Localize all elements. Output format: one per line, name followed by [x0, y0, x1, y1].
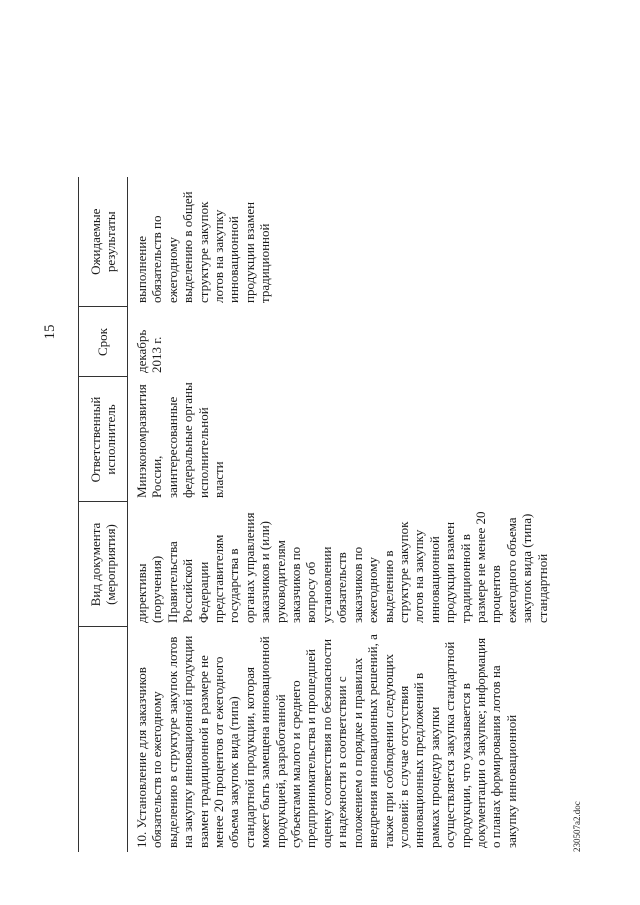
cell-document-type: директивы (поручения) Правительства Российской Федерации представителям государства в органах управления заказчиков и (или) руководителям заказчиков по вопросу об установлении обязательств заказчиков по ежегодному выделению в структуре закупок лотов на закупку инновационной продукции взамен традиционной в размере не менее 20 процентов ежегодного объема закупок вида (типа) стандартной: [134, 511, 550, 623]
cell-activity: 10. Установление для заказчиков обязательств по ежегодному выделению в структуре закупок лотов на закупку инновационной продукции взамен традиционной в размере не менее 20 процентов от ежегодного объема закупок вида (типа) стандартной продукции, которая может быть замещена инновационной продукцией, разработанной субъектами малого и среднего предпринимательства и прошедшей оценку соответствия по безопасности и надежности в соответствии с положением о порядке и правилах внедрения инновационных решений, а также при соблюдении следующих условий: в случае отсутствия инновационных предложений в рамках процедур закупки осуществляется закупка стандартной продукции, что указывается в документации о закупке; информация о планах формирования лотов на закупку инновационной: [134, 634, 519, 848]
rotated-page: [40, 52, 600, 852]
header-document-type: Вид документа (мероприятия): [79, 502, 128, 627]
cell-expected-results: выполнение обязательств по ежегодному выделению в общей структуре закупок лотов на закупку инновационной продукции взамен традиционной: [134, 191, 273, 303]
table-header-row: [79, 177, 128, 852]
header-activity: [79, 627, 128, 852]
document-id: 230507a2.doc: [572, 801, 582, 852]
header-responsible: Ответственный исполнитель: [79, 377, 128, 502]
page-number: 15: [42, 324, 58, 340]
cell-deadline: декабрь 2013 г.: [134, 329, 165, 373]
cell-responsible: Минэкономразвития России, заинтересованные федеральные органы исполнительной власти: [134, 382, 227, 498]
activities-table: [78, 177, 550, 852]
table-row: [128, 177, 550, 852]
header-deadline: Срок: [79, 307, 128, 377]
header-expected-results: Ожидаемые результаты: [79, 177, 128, 307]
